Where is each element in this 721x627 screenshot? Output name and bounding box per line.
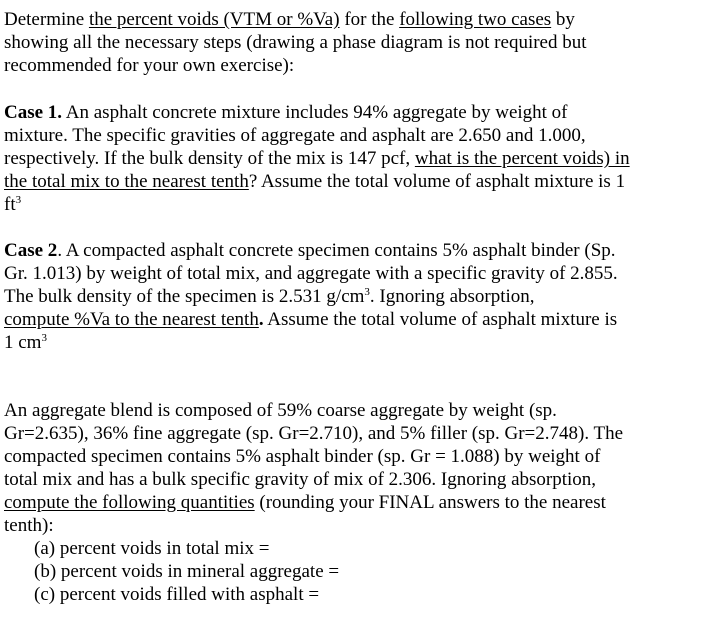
question-item-c: (c) percent voids filled with asphalt = xyxy=(34,584,320,605)
case-2-text: The bulk density of the specimen is 2.531 g/cm xyxy=(4,286,365,307)
case-2-exponent: 3 xyxy=(364,286,370,298)
case-1-text: respectively. If the bulk density of the mix is 147 pcf, xyxy=(4,148,415,169)
case-2-paragraph xyxy=(4,239,694,354)
case-2-line-4 xyxy=(4,308,694,331)
case-1-text: ? Assume the total volume of asphalt mixture is 1 xyxy=(248,171,626,192)
intro-underlined-two-cases: following two cases xyxy=(399,9,552,30)
case-1-line-1 xyxy=(4,101,694,124)
case-1-question-underlined: what is the percent voids) in xyxy=(414,148,630,169)
problem-3-line-1: An aggregate blend is composed of 59% coarse aggregate by weight (sp. xyxy=(4,400,557,421)
problem-3-line-4: total mix and has a bulk specific gravity of mix of 2.306. Ignoring absorption, xyxy=(4,469,597,490)
intro-text: for the xyxy=(339,9,400,30)
case-1-unit-exponent: 3 xyxy=(15,194,22,206)
case-2-text: Assume the total volume of asphalt mixture is xyxy=(263,309,618,330)
intro-text: by xyxy=(551,9,575,30)
problem-3-line-3: compacted specimen contains 5% asphalt binder (sp. Gr = 1.088) by weight of xyxy=(4,446,601,467)
intro-line-3: recommended for your own exercise): xyxy=(4,55,295,76)
case-2-label: Case 2 xyxy=(4,240,58,261)
problem-3-line-2: Gr=2.635), 36% fine aggregate (sp. Gr=2.710), and 5% filler (sp. Gr=2.748). The xyxy=(4,423,624,444)
case-1-line-3 xyxy=(4,147,694,170)
case-1-line-4 xyxy=(4,170,694,193)
problem-3-text: (rounding your FINAL answers to the nearest xyxy=(254,492,606,513)
case-1-label: Case 1. xyxy=(4,102,63,123)
case-2-period: . xyxy=(258,309,264,330)
case-2-line-1 xyxy=(4,239,694,262)
aggregate-blend-problem xyxy=(4,399,694,606)
case-1-line-2: mixture. The specific gravities of aggregate and asphalt are 2.650 and 1.000, xyxy=(4,125,586,146)
problem-3-line-5 xyxy=(4,491,694,514)
question-item-b: (b) percent voids in mineral aggregate = xyxy=(34,561,340,582)
intro-text: Determine xyxy=(4,9,89,30)
intro-paragraph xyxy=(4,8,694,77)
case-2-text: . Ignoring absorption, xyxy=(369,286,535,307)
problem-3-instruction-underlined: compute the following quantities xyxy=(4,492,255,513)
case-2-line-5 xyxy=(4,331,694,354)
case-2-unit: 1 cm xyxy=(4,332,42,353)
intro-underlined-percent-voids: the percent voids (VTM or %Va) xyxy=(88,9,340,30)
case-1-line-5 xyxy=(4,193,694,216)
case-2-line-3 xyxy=(4,285,694,308)
case-2-text: . A compacted asphalt concrete specimen contains 5% asphalt binder (Sp. xyxy=(57,240,616,261)
intro-line-2: showing all the necessary steps (drawing a phase diagram is not required but xyxy=(4,32,587,53)
case-1-question-underlined: the total mix to the nearest tenth xyxy=(4,171,249,192)
case-2-line-2: Gr. 1.013) by weight of total mix, and aggregate with a specific gravity of 2.855. xyxy=(4,263,618,284)
intro-line-1 xyxy=(4,8,694,31)
case-1-paragraph xyxy=(4,101,694,216)
case-1-text: An asphalt concrete mixture includes 94% aggregate by weight of xyxy=(62,102,568,123)
case-1-unit: ft xyxy=(4,194,16,215)
problem-3-line-6: tenth): xyxy=(4,515,54,536)
case-2-unit-exponent: 3 xyxy=(41,332,47,344)
question-item-a: (a) percent voids in total mix = xyxy=(34,538,270,559)
case-2-question-underlined: compute %Va to the nearest tenth xyxy=(4,309,259,330)
